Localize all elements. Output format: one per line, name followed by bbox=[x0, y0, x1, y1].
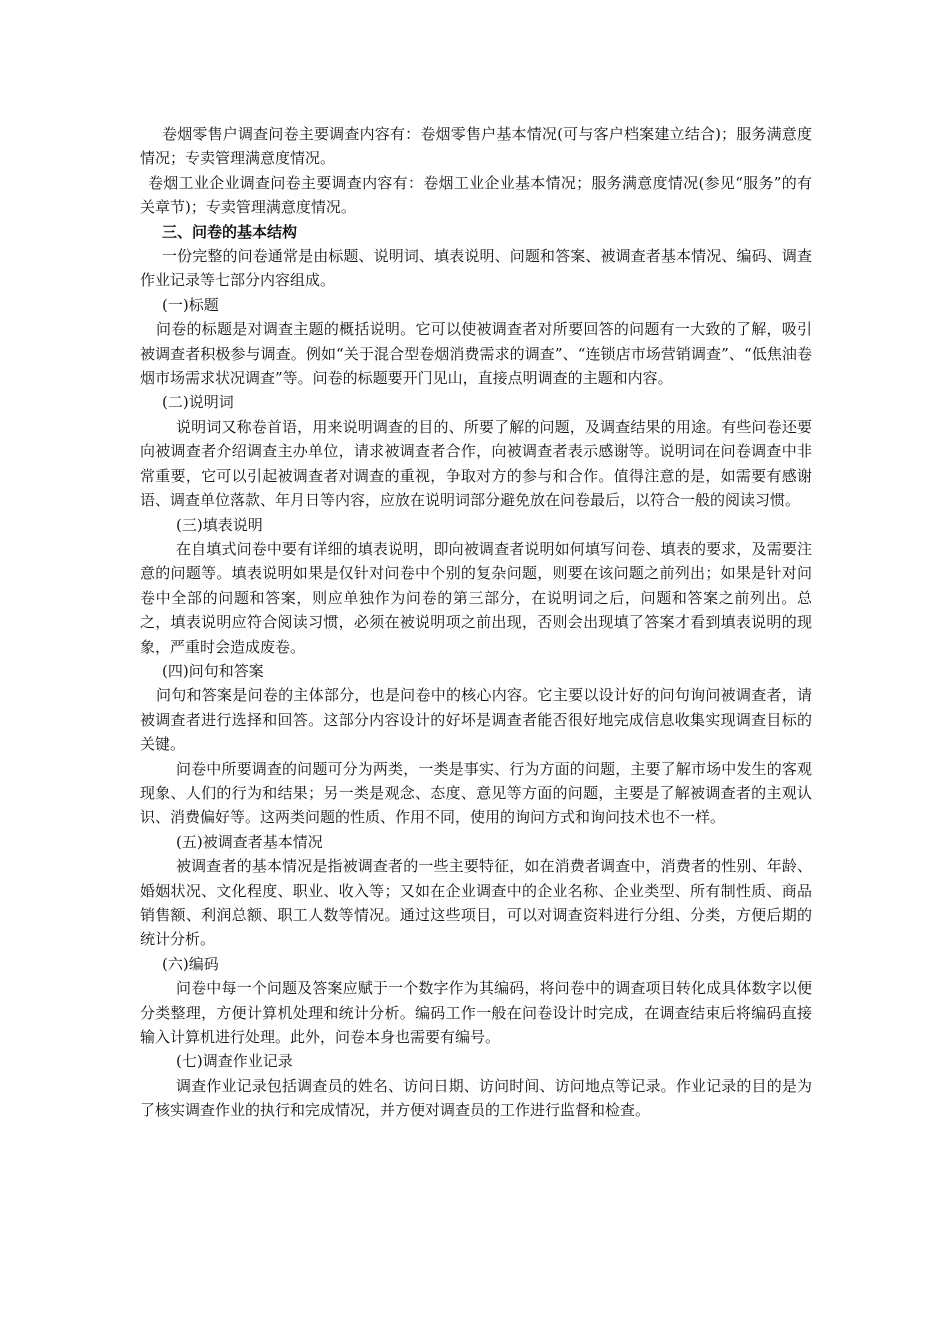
paragraph-retailer-survey: 卷烟零售户调查问卷主要调查内容有：卷烟零售户基本情况(可与客户档案建立结合)；服务满意度情况；专卖管理满意度情况。 bbox=[140, 125, 812, 168]
subheading-questions: (四)问句和答案 bbox=[162, 661, 264, 680]
subheading-instructions: (三)填表说明 bbox=[176, 515, 263, 534]
paragraph-respondent-info: 被调查者的基本情况是指被调查者的一些主要特征，如在消费者调查中，消费者的性别、年龄、婚姻状况、文化程度、职业、收入等；又如在企业调查中的企业名称、企业类型、所有制性质、商品销售额、利润总额、职工人数等情况。通过这些项目，可以对调查资料进行分组、分类，方便后期的统计分析。 bbox=[140, 857, 812, 949]
document-body bbox=[140, 122, 812, 1123]
paragraph-work-record: 调查作业记录包括调查员的姓名、访问日期、访问时间、访问地点等记录。作业记录的目的是为了核实调查作业的执行和完成情况，并方便对调查员的工作进行监督和检查。 bbox=[140, 1076, 812, 1120]
subheading-respondent-info: (五)被调查者基本情况 bbox=[176, 832, 323, 851]
subheading-work-record: (七)调查作业记录 bbox=[176, 1052, 293, 1071]
paragraph-instructions: 在自填式问卷中要有详细的填表说明，即向被调查者说明如何填写问卷、填表的要求，及需要注意的问题等。填表说明如果是仅针对问卷中个别的复杂问题，则要在该问题之前列出；如果是针对问卷中全部的问题和答案，则应单独作为问卷的第三部分，在说明词之后，问题和答案之前列出。总之，填表说明应符合阅读习惯，必须在被说明项之前出现，否则会出现填了答案才看到填表说明的现象，严重时会造成废卷。 bbox=[140, 539, 812, 656]
paragraph-title: 问卷的标题是对调查主题的概括说明。它可以使被调查者对所要回答的问题有一大致的了解，吸引被调查者积极参与调查。例如“关于混合型卷烟消费需求的调查”、“连锁店市场营销调查”、“低焦油卷烟市场需求状况调查”等。问卷的标题要开门见山，直接点明调查的主题和内容。 bbox=[140, 320, 812, 388]
subheading-preface: (二)说明词 bbox=[162, 393, 234, 412]
paragraph-industry-survey: 卷烟工业企业调查问卷主要调查内容有：卷烟工业企业基本情况；服务满意度情况(参见“服务”的有关章节)；专卖管理满意度情况。 bbox=[140, 173, 812, 217]
paragraph-questions: 问句和答案是问卷的主体部分，也是问卷中的核心内容。它主要以设计好的问句询问被调查者，请被调查者进行选择和回答。这部分内容设计的好坏是调查者能否很好地完成信息收集实现调查目标的关键。 bbox=[140, 686, 812, 754]
section-heading-structure: 三、问卷的基本结构 bbox=[162, 222, 298, 241]
paragraph-preface: 说明词又称卷首语，用来说明调查的目的、所要了解的问题，及调查结果的用途。有些问卷还要向被调查者介绍调查主办单位，请求被调查者合作，向被调查者表示感谢等。说明词在问卷调查中非常重要，它可以引起被调查者对调查的重视，争取对方的参与和合作。值得注意的是，如需要有感谢语、调查单位落款、年月日等内容，应放在说明词部分避免放在问卷最后，以符合一般的阅读习惯。 bbox=[140, 417, 812, 510]
subheading-title: (一)标题 bbox=[162, 295, 219, 314]
paragraph-structure-intro: 一份完整的问卷通常是由标题、说明词、填表说明、问题和答案、被调查者基本情况、编码、调查作业记录等七部分内容组成。 bbox=[140, 247, 812, 290]
paragraph-question-types: 问卷中所要调查的问题可分为两类，一类是事实、行为方面的问题，主要了解市场中发生的客观现象、人们的行为和结果；另一类是观念、态度、意见等方面的问题，主要是了解被调查者的主观认识、消费偏好等。这两类问题的性质、作用不同，使用的询问方式和询问技术也不一样。 bbox=[140, 759, 812, 827]
subheading-coding: (六)编码 bbox=[162, 954, 219, 973]
paragraph-coding: 问卷中每一个问题及答案应赋于一个数字作为其编码，将问卷中的调查项目转化成具体数字以便分类整理，方便计算机处理和统计分析。编码工作一般在问卷设计时完成，在调查结束后将编码直接输入计算机进行处理。此外，问卷本身也需要有编号。 bbox=[140, 979, 812, 1047]
